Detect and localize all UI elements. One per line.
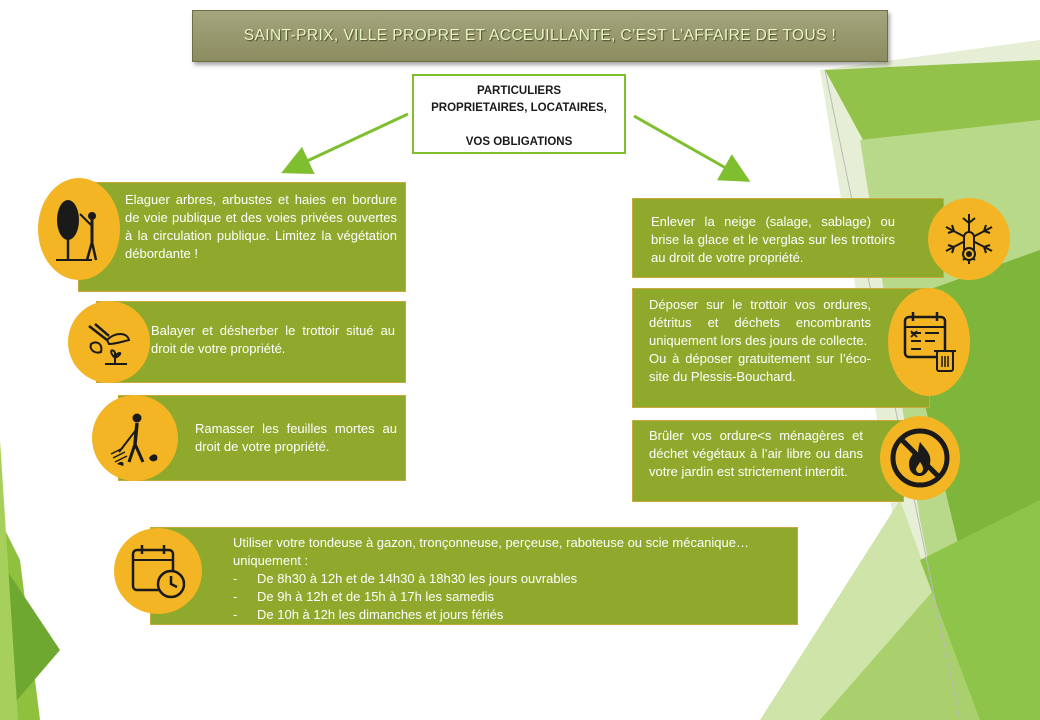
text-bruler: Brûler vos ordure<s ménagères et déchet végétaux à l’air libre ou dans votre jardin est strictement interdit. (649, 428, 863, 479)
schedule-dash: - (233, 571, 238, 586)
schedule-text-sundays: De 10h à 12h les dimanches et jours fériés (257, 607, 504, 622)
center-line-obligations: VOS OBLIGATIONS (465, 136, 573, 148)
raking-leaves-icon (92, 395, 178, 481)
text-balayer: Balayer et désherber le trottoir situé au droit de votre propriété. (151, 323, 395, 356)
card-neige (632, 198, 944, 278)
calendar-trash-icon (888, 288, 970, 396)
calendar-clock-icon (114, 528, 202, 614)
card-bruler (632, 420, 904, 502)
arrow-right (634, 116, 740, 176)
schedule-item-weekdays (233, 570, 787, 588)
card-ordures (632, 288, 930, 408)
schedule-text-saturdays: De 9h à 12h et de 15h à 17h les samedis (257, 589, 495, 604)
schedule-item-sundays (233, 606, 787, 624)
snowflake-thermometer-icon (928, 198, 1010, 280)
center-header-box (412, 74, 626, 154)
center-line-particuliers: PARTICULIERS (476, 85, 562, 97)
title-banner (192, 10, 888, 62)
page-title: SAINT-PRIX, VILLE PROPRE ET ACCEUILLANTE, C’EST L’AFFAIRE DE TOUS ! (243, 27, 837, 44)
schedule-dash: - (233, 589, 238, 604)
weeding-icon (68, 301, 150, 383)
text-tondeuse-intro: Utiliser votre tondeuse à gazon, tronçonneuse, perçeuse, raboteuse ou scie mécanique… uniquement : (233, 535, 749, 568)
card-tondeuse (150, 527, 798, 625)
no-fire-icon (880, 416, 960, 500)
card-elaguer (78, 182, 406, 292)
schedule-list (233, 570, 787, 624)
text-feuilles: Ramasser les feuilles mortes au droit de votre propriété. (195, 421, 397, 454)
text-ordures-2: Ou à déposer gratuitement sur l’éco-site du Plessis-Bouchard. (649, 351, 871, 384)
center-line-proprietaires: PROPRIETAIRES, LOCATAIRES, (431, 102, 607, 114)
tree-pruning-icon (38, 178, 120, 280)
text-elaguer: Elaguer arbres, arbustes et haies en bordure de voie publique et des voies privées ouvertes à la circulation publique. Limitez la végétation débordante ! (125, 192, 397, 261)
schedule-item-saturdays (233, 588, 787, 606)
text-ordures-1: Déposer sur le trottoir vos ordures, détritus et déchets encombrants uniquement lors des jours de collecte. (649, 297, 871, 348)
schedule-dash: - (233, 607, 238, 622)
arrow-left (292, 114, 408, 168)
schedule-text-weekdays: De 8h30 à 12h et de 14h30 à 18h30 les jours ouvrables (257, 571, 578, 586)
text-neige: Enlever la neige (salage, sablage) ou brise la glace et le verglas sur les trottoirs au droit de votre propriété. (651, 214, 895, 265)
